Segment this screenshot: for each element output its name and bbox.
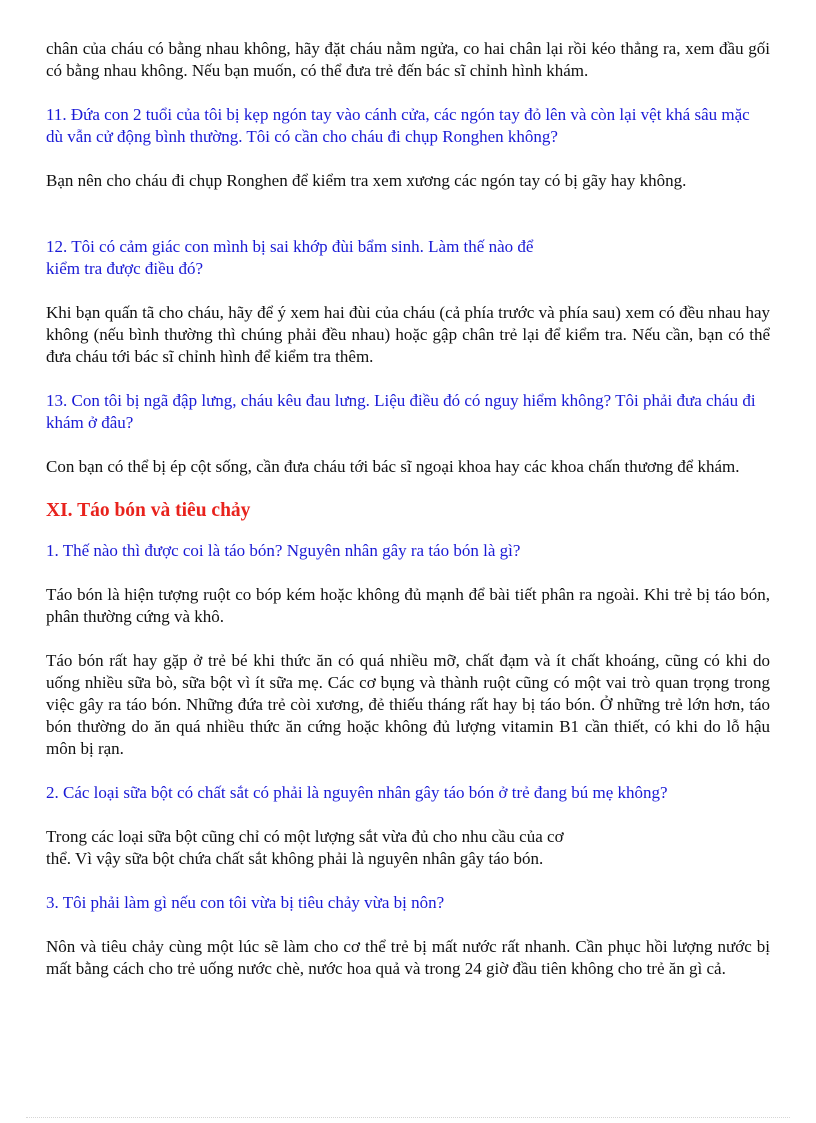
intro-paragraph: chân của cháu có bằng nhau không, hãy đặt cháu nằm ngửa, co hai chân lại rồi kéo thẳng ra, xem đầu gối có bằng nhau không. Nếu bạn muốn, có thể đưa trẻ đến bác sĩ chỉnh hình khám. [46, 39, 770, 80]
section-question-1: 1. Thế nào thì được coi là táo bón? Nguyên nhân gây ra táo bón là gì? [46, 541, 521, 560]
section-answer-3: Nôn và tiêu chảy cùng một lúc sẽ làm cho cơ thể trẻ bị mất nước rất nhanh. Cần phục hồi lượng nước bị mất bằng cách cho trẻ uống nước chè, nước hoa quả và trong 24 giờ đầu tiên không cho trẻ ăn gì cả. [46, 937, 770, 978]
question-12-line-1: 12. Tôi có cảm giác con mình bị sai khớp đùi bẩm sinh. Làm thế nào để [46, 237, 534, 256]
question-12 [46, 236, 770, 280]
answer-13: Con bạn có thể bị ép cột sống, cần đưa cháu tới bác sĩ ngoại khoa hay các khoa chấn thương để khám. [46, 457, 740, 476]
section-answer-2-line-1: Trong các loại sữa bột cũng chỉ có một lượng sắt vừa đủ cho nhu cầu của cơ [46, 827, 564, 846]
page-bottom-divider [26, 1117, 790, 1118]
section-answer-1-paragraph-1: Táo bón là hiện tượng ruột co bóp kém hoặc không đủ mạnh để bài tiết phân ra ngoài. Khi trẻ bị táo bón, phân thường cứng và khô. [46, 585, 770, 626]
question-13: 13. Con tôi bị ngã đập lưng, cháu kêu đau lưng. Liệu điều đó có nguy hiểm không? Tôi phải đưa cháu đi khám ở đâu? [46, 391, 756, 432]
answer-12: Khi bạn quấn tã cho cháu, hãy để ý xem hai đùi của cháu (cả phía trước và phía sau) xem có đều nhau hay không (nếu bình thường thì chúng phải đều nhau) hoặc gập chân trẻ lại để kiểm tra. Nếu cần, bạn có thể đưa cháu tới bác sĩ chỉnh hình để kiểm tra thêm. [46, 303, 770, 366]
question-12-line-2: kiểm tra được điều đó? [46, 259, 203, 278]
section-answer-1-paragraph-2: Táo bón rất hay gặp ở trẻ bé khi thức ăn có quá nhiều mỡ, chất đạm và ít chất khoáng, cũng có khi do uống nhiều sữa bò, sữa bột vì ít sữa mẹ. Các cơ bụng và thành ruột cũng có một vai trò quan trọng trong việc gây ra táo bón. Những đứa trẻ còi xương, đẻ thiếu tháng rất hay bị táo bón. Ở những trẻ lớn hơn, táo bón thường do ăn quá nhiều thức ăn cứng hoặc không đủ lượng vitamin B1 cần thiết, có khi do lỗ hậu môn bị rạn. [46, 651, 770, 758]
question-11: 11. Đứa con 2 tuổi của tôi bị kẹp ngón tay vào cánh cửa, các ngón tay đỏ lên và còn lại vệt khá sâu mặc dù vẫn cử động bình thường. Tôi có cần cho cháu đi chụp Ronghen không? [46, 105, 750, 146]
answer-11: Bạn nên cho cháu đi chụp Ronghen để kiểm tra xem xương các ngón tay có bị gãy hay không. [46, 171, 687, 190]
section-answer-2-line-2: thể. Vì vậy sữa bột chứa chất sắt không phải là nguyên nhân gây táo bón. [46, 849, 544, 868]
section-answer-2 [46, 826, 770, 870]
section-heading: XI. Táo bón và tiêu chảy [46, 500, 251, 521]
section-question-2: 2. Các loại sữa bột có chất sắt có phải là nguyên nhân gây táo bón ở trẻ đang bú mẹ không? [46, 783, 668, 802]
section-question-3: 3. Tôi phải làm gì nếu con tôi vừa bị tiêu chảy vừa bị nôn? [46, 893, 445, 912]
document-page [46, 38, 770, 980]
